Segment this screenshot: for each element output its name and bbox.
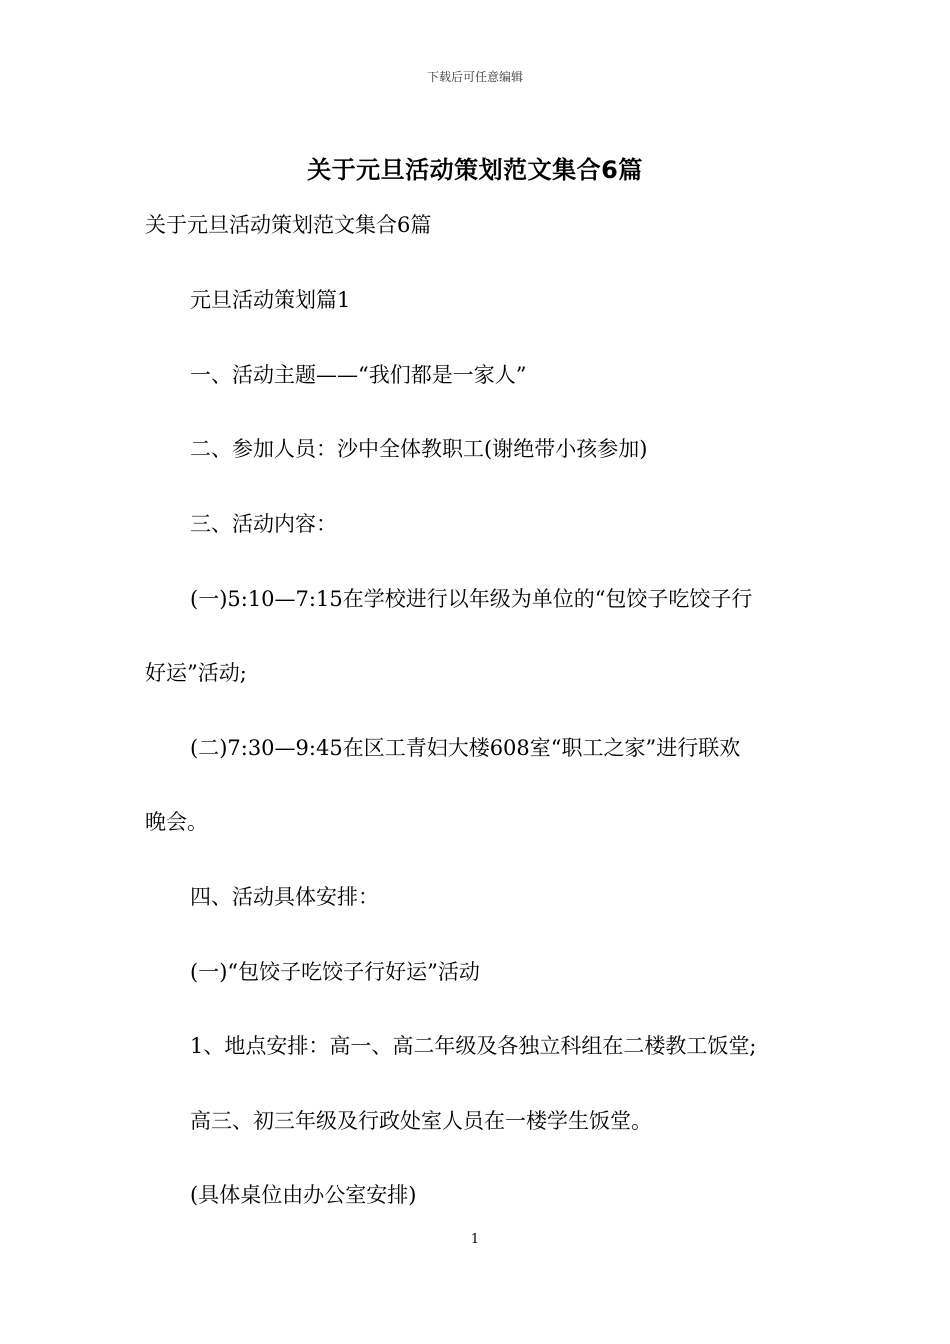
paragraph: (具体桌位由办公室安排) xyxy=(190,1183,417,1207)
paragraph: 三、活动内容： xyxy=(190,512,337,536)
document-title: 关于元旦活动策划范文集合6篇 xyxy=(307,156,643,184)
paragraph-continuation: 好运”活动; xyxy=(145,661,247,685)
paragraph: (一)“包饺子吃饺子行好运”活动 xyxy=(190,960,480,984)
section-heading: 元旦活动策划篇1 xyxy=(190,288,351,312)
page-number: 1 xyxy=(470,1232,480,1247)
paragraph: 1、地点安排：高一、高二年级及各独立科组在二楼教工饭堂; xyxy=(190,1034,757,1058)
paragraph-continuation: 晚会。 xyxy=(145,810,208,834)
paragraph: (一)5:10—7:15在学校进行以年级为单位的“包饺子吃饺子行 xyxy=(190,587,753,611)
paragraph-subtitle: 关于元旦活动策划范文集合6篇 xyxy=(145,213,432,237)
paragraph: 四、活动具体安排： xyxy=(190,885,379,909)
paragraph: 一、活动主题——“我们都是一家人” xyxy=(190,363,527,387)
paragraph: 高三、初三年级及行政处室人员在一楼学生饭堂。 xyxy=(190,1109,652,1133)
header-note: 下载后可任意编辑 xyxy=(426,70,523,84)
paragraph: (二)7:30—9:45在区工青妇大楼608室“职工之家”进行联欢 xyxy=(190,736,741,760)
paragraph: 二、参加人员：沙中全体教职工(谢绝带小孩参加) xyxy=(190,437,648,461)
